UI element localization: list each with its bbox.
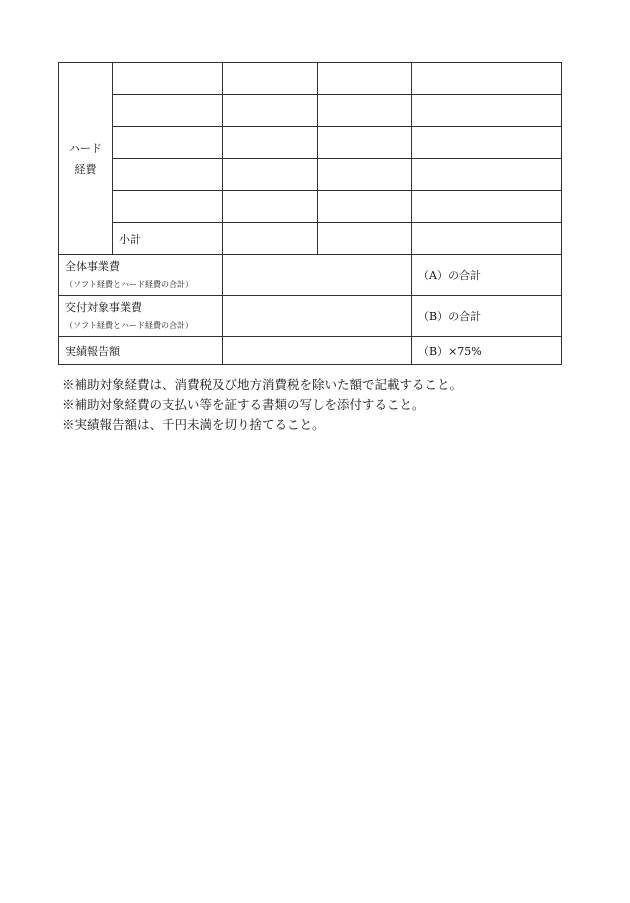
footnote: ※補助対象経費の支払い等を証する書類の写しを添付すること。 bbox=[62, 397, 425, 412]
item-cell[interactable] bbox=[113, 159, 223, 191]
subtotal-amount-cell[interactable] bbox=[318, 223, 412, 255]
eligible-project-cost-row bbox=[59, 296, 562, 337]
amount-cell[interactable] bbox=[318, 127, 412, 159]
eligible-sublabel: （ソフト経費とハード経費の合計） bbox=[65, 321, 193, 330]
hard-expense-row bbox=[59, 95, 562, 127]
eligible-label: 交付対象事業費 bbox=[65, 301, 142, 314]
footnote: ※実績報告額は、千円未満を切り捨てること。 bbox=[62, 417, 325, 432]
remarks-cell[interactable] bbox=[412, 159, 562, 191]
remarks-cell[interactable] bbox=[412, 63, 562, 95]
overall-amount-cell[interactable] bbox=[223, 255, 412, 296]
subtotal-amount-cell[interactable] bbox=[223, 223, 318, 255]
hard-expense-group-label bbox=[59, 63, 113, 255]
actual-report-value-note: （B）×75% bbox=[412, 337, 562, 365]
actual-report-amount-row bbox=[59, 337, 562, 365]
overall-project-cost-row bbox=[59, 255, 562, 296]
amount-cell[interactable] bbox=[318, 63, 412, 95]
item-cell[interactable] bbox=[113, 95, 223, 127]
amount-cell[interactable] bbox=[223, 159, 318, 191]
amount-cell[interactable] bbox=[223, 191, 318, 223]
amount-cell[interactable] bbox=[318, 191, 412, 223]
overall-label: 全体事業費 bbox=[65, 260, 120, 273]
remarks-cell[interactable] bbox=[412, 191, 562, 223]
item-cell[interactable] bbox=[113, 63, 223, 95]
expense-table bbox=[58, 62, 562, 365]
hard-expense-row bbox=[59, 63, 562, 95]
eligible-amount-cell[interactable] bbox=[223, 296, 412, 337]
item-cell[interactable] bbox=[113, 127, 223, 159]
amount-cell[interactable] bbox=[223, 63, 318, 95]
subtotal-remarks-cell[interactable] bbox=[412, 223, 562, 255]
hard-label-line2: 経費 bbox=[74, 162, 97, 176]
item-cell[interactable] bbox=[113, 191, 223, 223]
hard-expense-row bbox=[59, 191, 562, 223]
hard-label-line1: ハード bbox=[69, 141, 102, 155]
remarks-cell[interactable] bbox=[412, 127, 562, 159]
amount-cell[interactable] bbox=[223, 127, 318, 159]
remarks-cell[interactable] bbox=[412, 95, 562, 127]
hard-expense-row bbox=[59, 159, 562, 191]
footnotes bbox=[62, 375, 582, 435]
eligible-value-note: （B）の合計 bbox=[412, 296, 562, 337]
hard-expense-row bbox=[59, 127, 562, 159]
amount-cell[interactable] bbox=[223, 95, 318, 127]
actual-report-label: 実績報告額 bbox=[59, 337, 223, 365]
eligible-project-cost-label bbox=[59, 296, 223, 337]
amount-cell[interactable] bbox=[318, 159, 412, 191]
overall-value-note: （A）の合計 bbox=[412, 255, 562, 296]
footnote: ※補助対象経費は、消費税及び地方消費税を除いた額で記載すること。 bbox=[62, 377, 463, 392]
actual-report-amount-cell[interactable] bbox=[223, 337, 412, 365]
subtotal-label: 小計 bbox=[113, 223, 223, 255]
overall-project-cost-label bbox=[59, 255, 223, 296]
amount-cell[interactable] bbox=[318, 95, 412, 127]
overall-sublabel: （ソフト経費とハード経費の合計） bbox=[65, 280, 193, 289]
hard-subtotal-row bbox=[59, 223, 562, 255]
